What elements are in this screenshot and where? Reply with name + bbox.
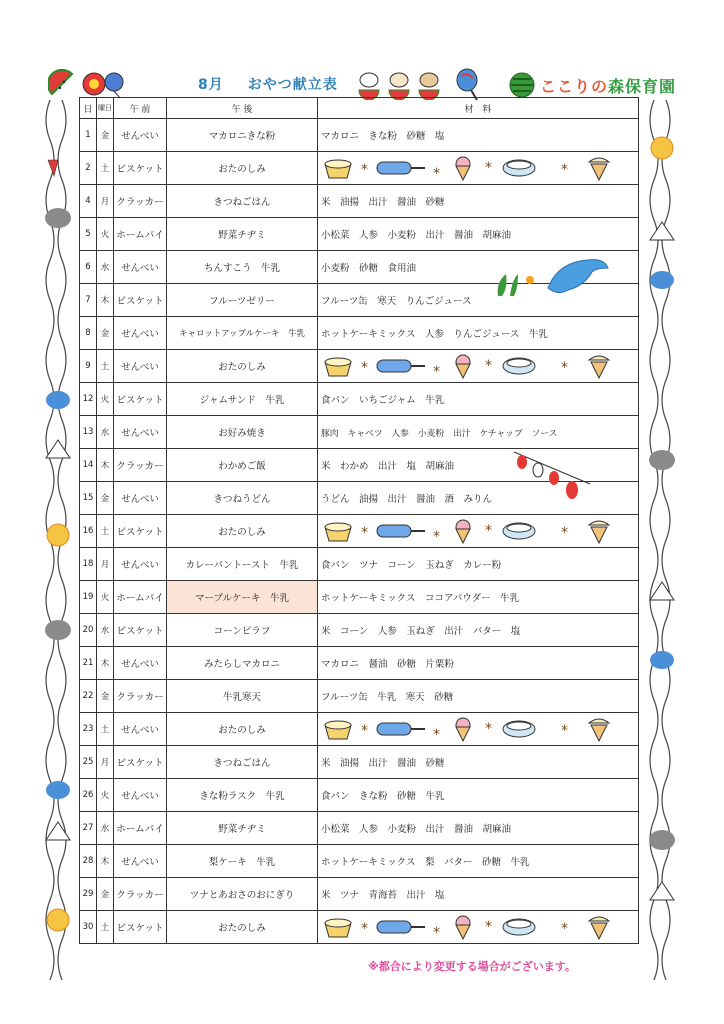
cell-morning-snack: せんべい [114,119,167,152]
cell-materials: 米 油揚 出汁 醤油 砂糖 [318,185,639,218]
cell-day: 12 [80,383,97,416]
cell-materials: 小松菜 人参 小麦粉 出汁 醤油 胡麻油 [318,218,639,251]
cell-day: 5 [80,218,97,251]
col-morning: 午 前 [114,98,167,119]
cell-materials: 小麦粉 砂糖 食用油 [318,251,639,284]
cell-materials: うどん 油揚 出汁 醤油 酒 みりん [318,482,639,515]
cell-day: 14 [80,449,97,482]
svg-text:*: * [485,919,492,935]
cell-weekday: 金 [97,119,114,152]
cell-weekday: 金 [97,317,114,350]
cell-morning-snack: せんべい [114,416,167,449]
cell-materials: 食パン きな粉 砂糖 牛乳 [318,779,639,812]
logo-text-1: ここりの [540,77,609,96]
cell-day: 26 [80,779,97,812]
cell-materials: マカロニ きな粉 砂糖 塩 [318,119,639,152]
cell-morning-snack: ホームパイ [114,218,167,251]
table-row [80,713,639,746]
cell-weekday: 月 [97,185,114,218]
cell-weekday: 火 [97,779,114,812]
page-title [198,74,338,94]
cell-materials: 米 わかめ 出汁 塩 胡麻油 [318,449,639,482]
svg-text:*: * [433,364,440,380]
cell-materials: フルーツ缶 寒天 りんごジュース [318,284,639,317]
cell-morning-snack: せんべい [114,647,167,680]
cell-weekday: 火 [97,581,114,614]
logo-text-2: 森 [608,77,626,96]
cell-day: 30 [80,911,97,944]
cell-weekday: 土 [97,152,114,185]
cell-afternoon-snack: おたのしみ [167,152,318,185]
cell-afternoon-snack: マカロニきな粉 [167,119,318,152]
cell-morning-snack: せんべい [114,251,167,284]
table-row [80,581,639,614]
cell-weekday: 金 [97,878,114,911]
month-label: 8月 [198,77,224,93]
cell-afternoon-snack: おたのしみ [167,350,318,383]
cell-materials [318,911,639,944]
table-row [80,614,639,647]
cell-materials: 米 油揚 出汁 醤油 砂糖 [318,746,639,779]
table-row [80,680,639,713]
cell-afternoon-snack: 野菜チヂミ [167,812,318,845]
cell-afternoon-snack: みたらしマカロニ [167,647,318,680]
svg-text:*: * [561,162,568,178]
watermelon-icon [507,70,537,100]
cell-day: 29 [80,878,97,911]
cell-materials [318,713,639,746]
cell-day: 2 [80,152,97,185]
cell-afternoon-snack: きな粉ラスク 牛乳 [167,779,318,812]
nursery-logo [540,74,676,97]
cell-morning-snack: ビスケット [114,383,167,416]
col-weekday: 曜日 [97,98,114,119]
cell-afternoon-snack: コーンピラフ [167,614,318,647]
table-row [80,647,639,680]
cell-weekday: 水 [97,812,114,845]
cell-day: 22 [80,680,97,713]
cell-morning-snack: ビスケット [114,911,167,944]
col-afternoon: 午 後 [167,98,318,119]
cell-materials: フルーツ缶 牛乳 寒天 砂糖 [318,680,639,713]
table-row [80,218,639,251]
cell-materials [318,515,639,548]
svg-text:*: * [433,727,440,743]
cell-day: 15 [80,482,97,515]
cell-day: 28 [80,845,97,878]
cell-materials: 食パン いちごジャム 牛乳 [318,383,639,416]
cell-morning-snack: せんべい [114,779,167,812]
cell-morning-snack: せんべい [114,845,167,878]
cell-afternoon-snack: 牛乳寒天 [167,680,318,713]
table-row [80,119,639,152]
table-row [80,383,639,416]
table-row [80,185,639,218]
cell-afternoon-snack: 野菜チヂミ [167,218,318,251]
treats-icons [321,352,621,380]
table-row [80,812,639,845]
svg-text:*: * [433,529,440,545]
cell-afternoon-snack: おたのしみ [167,713,318,746]
cell-morning-snack: ホームパイ [114,812,167,845]
cell-day: 23 [80,713,97,746]
table-row [80,746,639,779]
cell-day: 18 [80,548,97,581]
cell-materials: 豚肉 キャベツ 人参 小麦粉 出汁 ケチャップ ソース [318,416,639,449]
cell-morning-snack: クラッカー [114,680,167,713]
cell-materials: 食パン ツナ コーン 玉ねぎ カレー粉 [318,548,639,581]
cell-day: 13 [80,416,97,449]
cell-materials: ホットケーキミックス 人参 りんごジュース 牛乳 [318,317,639,350]
cell-afternoon-snack: キャロットアップルケーキ 牛乳 [167,317,318,350]
svg-text:*: * [485,160,492,176]
cell-morning-snack: ビスケット [114,746,167,779]
cell-afternoon-snack: ちんすこう 牛乳 [167,251,318,284]
cell-weekday: 木 [97,647,114,680]
cell-morning-snack: ビスケット [114,152,167,185]
treats-icons [321,517,621,545]
cell-afternoon-snack: ツナとあおさのおにぎり [167,878,318,911]
cell-afternoon-snack: おたのしみ [167,911,318,944]
cell-materials: ホットケーキミックス ココアパウダー 牛乳 [318,581,639,614]
cell-weekday: 木 [97,449,114,482]
change-notice: ※都合により変更する場合がございます。 [368,960,576,973]
cell-day: 4 [80,185,97,218]
cell-morning-snack: クラッカー [114,878,167,911]
svg-text:*: * [485,721,492,737]
cell-weekday: 土 [97,713,114,746]
cell-materials [318,152,639,185]
table-row [80,911,639,944]
cell-day: 1 [80,119,97,152]
cell-morning-snack: ホームパイ [114,581,167,614]
cell-afternoon-snack: お好み焼き [167,416,318,449]
cell-weekday: 水 [97,251,114,284]
cell-day: 25 [80,746,97,779]
cell-day: 21 [80,647,97,680]
cell-morning-snack: せんべい [114,317,167,350]
left-border-decoration [40,100,76,980]
svg-text:*: * [561,723,568,739]
cell-weekday: 月 [97,548,114,581]
cell-afternoon-snack: きつねごはん [167,746,318,779]
svg-text:*: * [485,358,492,374]
cell-materials: 小松菜 人参 小麦粉 出汁 醤油 胡麻油 [318,812,639,845]
svg-text:*: * [361,525,368,541]
cell-morning-snack: ビスケット [114,614,167,647]
cell-day: 20 [80,614,97,647]
cell-weekday: 土 [97,350,114,383]
svg-text:*: * [561,921,568,937]
page-header [0,62,724,102]
cell-weekday: 金 [97,482,114,515]
cell-afternoon-snack: 梨ケーキ 牛乳 [167,845,318,878]
cell-afternoon-snack: フルーツゼリー [167,284,318,317]
cell-weekday: 土 [97,515,114,548]
cell-morning-snack: ビスケット [114,515,167,548]
col-materials: 材 料 [318,98,639,119]
cell-morning-snack: ビスケット [114,284,167,317]
table-row [80,317,639,350]
cell-morning-snack: せんべい [114,482,167,515]
cell-morning-snack: せんべい [114,350,167,383]
table-row [80,350,639,383]
treats-icons [321,154,621,182]
watermelon-fireworks-icon [48,68,128,100]
cell-day: 9 [80,350,97,383]
svg-text:*: * [361,723,368,739]
svg-text:*: * [561,360,568,376]
cell-weekday: 木 [97,284,114,317]
cell-materials [318,350,639,383]
cell-afternoon-snack: わかめご飯 [167,449,318,482]
cell-afternoon-snack: ジャムサンド 牛乳 [167,383,318,416]
logo-text-3: 保育園 [625,77,677,96]
cell-afternoon-snack: カレーパントースト 牛乳 [167,548,318,581]
svg-text:*: * [561,525,568,541]
menu-title: おやつ献立表 [247,77,338,93]
cell-day: 19 [80,581,97,614]
cell-afternoon-snack: マーブルケーキ 牛乳 [167,581,318,614]
cell-day: 8 [80,317,97,350]
svg-text:*: * [361,921,368,937]
svg-text:*: * [433,925,440,941]
treats-icons [321,715,621,743]
cell-weekday: 水 [97,416,114,449]
cell-weekday: 火 [97,383,114,416]
cell-weekday: 火 [97,218,114,251]
cell-day: 27 [80,812,97,845]
cell-weekday: 月 [97,746,114,779]
cell-afternoon-snack: きつねうどん [167,482,318,515]
table-row [80,845,639,878]
cell-afternoon-snack: おたのしみ [167,515,318,548]
table-header-row [80,98,639,119]
svg-text:*: * [361,162,368,178]
cell-afternoon-snack: きつねごはん [167,185,318,218]
animals-eating-watermelon-icon [355,70,447,100]
cell-morning-snack: せんべい [114,713,167,746]
cell-materials: 米 ツナ 青海苔 出汁 塩 [318,878,639,911]
cell-weekday: 金 [97,680,114,713]
cell-materials: ホットケーキミックス 梨 バター 砂糖 牛乳 [318,845,639,878]
treats-icons [321,913,621,941]
lantern-garland-icon [512,448,592,508]
snack-menu-table [79,97,639,944]
table-row [80,416,639,449]
cell-weekday: 土 [97,911,114,944]
cell-day: 16 [80,515,97,548]
dolphin-icon [488,252,612,302]
right-border-decoration [644,100,680,980]
svg-text:*: * [485,523,492,539]
cell-weekday: 木 [97,845,114,878]
col-day: 日 [80,98,97,119]
table-row [80,878,639,911]
cell-morning-snack: せんべい [114,548,167,581]
cell-morning-snack: クラッカー [114,449,167,482]
table-row [80,515,639,548]
table-row [80,152,639,185]
cell-morning-snack: クラッカー [114,185,167,218]
cell-materials: 米 コーン 人参 玉ねぎ 出汁 バター 塩 [318,614,639,647]
cell-weekday: 水 [97,614,114,647]
table-row [80,548,639,581]
svg-text:*: * [433,166,440,182]
table-row [80,779,639,812]
cell-day: 6 [80,251,97,284]
svg-text:*: * [361,360,368,376]
cell-day: 7 [80,284,97,317]
cell-materials: マカロニ 醤油 砂糖 片栗粉 [318,647,639,680]
